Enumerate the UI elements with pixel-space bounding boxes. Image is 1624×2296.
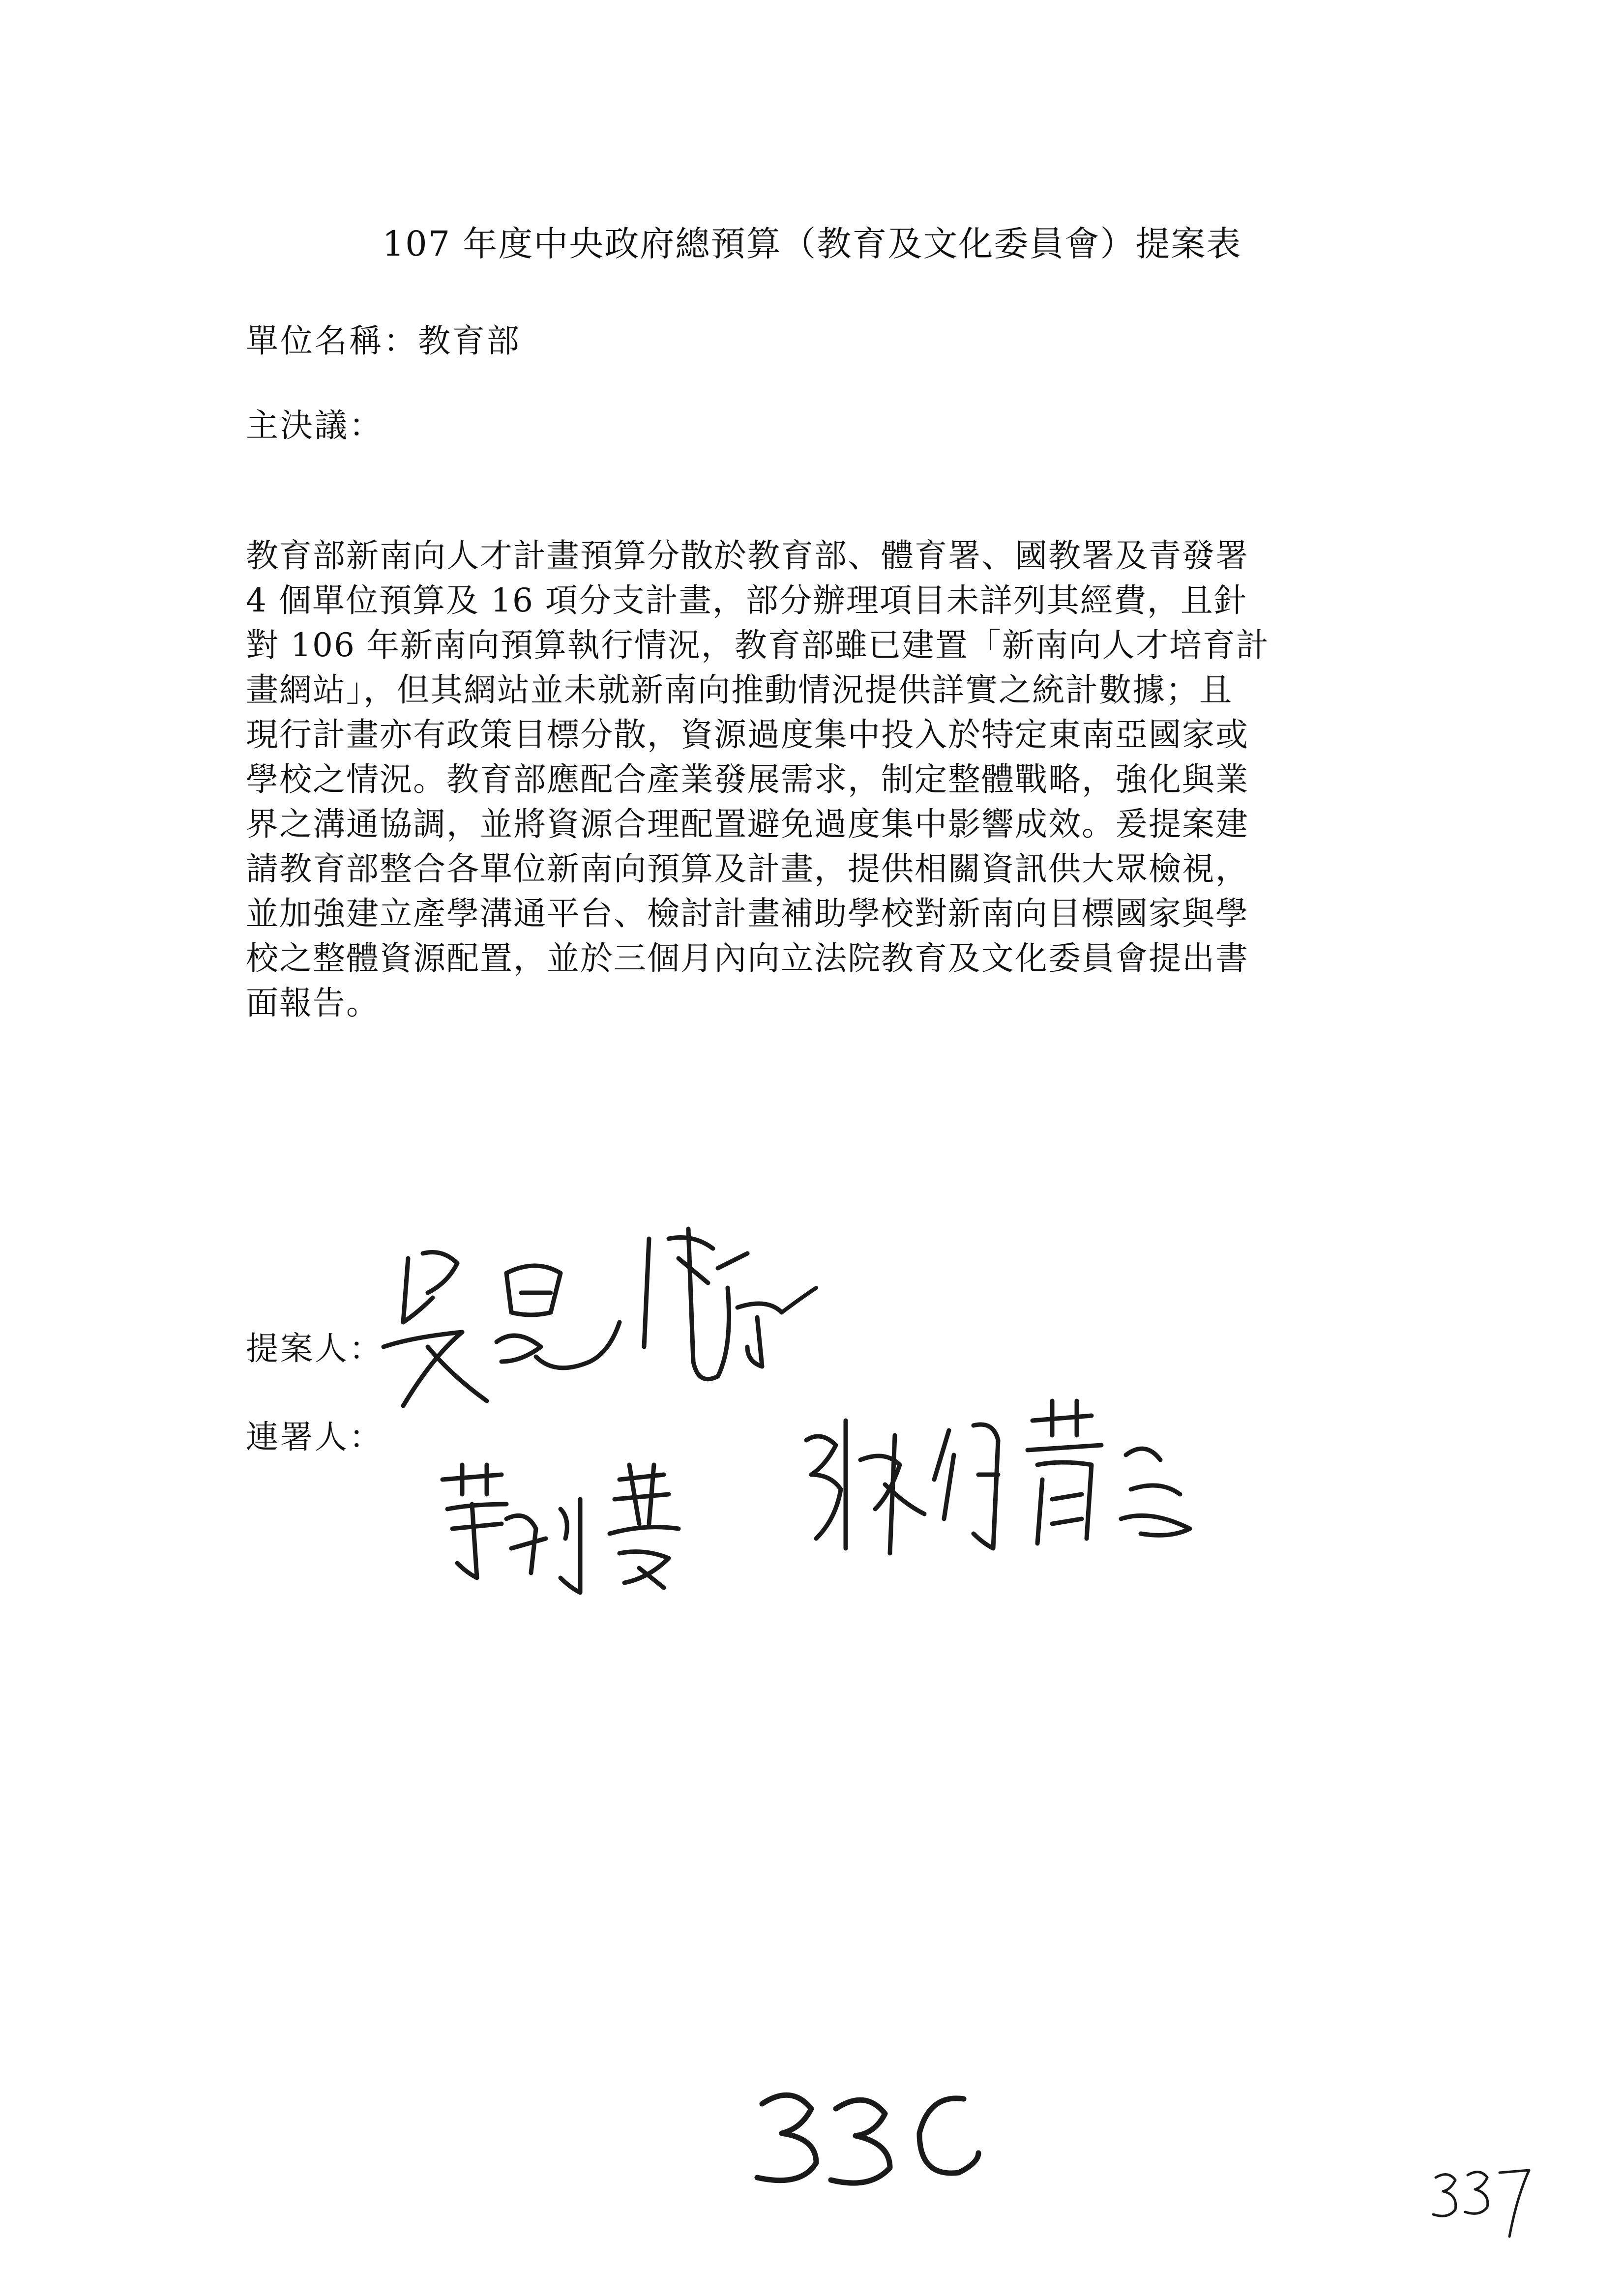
body-line: 對 106 年新南向預算執行情況，教育部雖已建置「新南向人才培育計	[246, 626, 1270, 664]
body-line: 4 個單位預算及 16 項分支計畫，部分辦理項目未詳列其經費，且針	[246, 581, 1247, 619]
cosigner-signature-1	[433, 1450, 738, 1607]
body-line: 畫網站」，但其網站並未就新南向推動情況提供詳實之統計數據；且	[246, 671, 1233, 709]
body-line: 面報告。	[246, 984, 380, 1022]
body-line: 界之溝通協調，並將資源合理配置避免過度集中影響成效。爰提案建	[246, 805, 1249, 843]
unit-name-line: 單位名稱：教育部	[246, 322, 521, 360]
proposer-label: 提案人：	[246, 1330, 384, 1367]
body-line: 校之整體資源配置，並於三個月內向立法院教育及文化委員會提出書	[246, 939, 1249, 977]
cosigner-label: 連署人：	[246, 1418, 384, 1456]
body-line: 並加強建立產學溝通平台、檢討計畫補助學校對新南向目標國家與學	[246, 895, 1249, 932]
proposer-signature	[374, 1199, 846, 1475]
handwritten-page-number	[747, 2079, 993, 2192]
body-line: 現行計畫亦有政策目標分散，資源過度集中投入於特定東南亞國家或	[246, 716, 1249, 754]
corner-page-number	[1426, 2153, 1554, 2251]
cosigner-signature-2	[787, 1391, 1229, 1598]
body-line: 學校之情況。教育部應配合產業發展需求，制定整體戰略，強化與業	[246, 760, 1249, 798]
document-title: 107 年度中央政府總預算（教育及文化委員會）提案表	[382, 224, 1242, 264]
body-line: 請教育部整合各單位新南向預算及計畫，提供相關資訊供大眾檢視，	[246, 850, 1249, 888]
resolution-body	[246, 533, 1396, 1025]
body-line: 教育部新南向人才計畫預算分散於教育部、體育署、國教署及青發署	[246, 537, 1249, 575]
main-resolution-label: 主決議：	[246, 407, 384, 444]
